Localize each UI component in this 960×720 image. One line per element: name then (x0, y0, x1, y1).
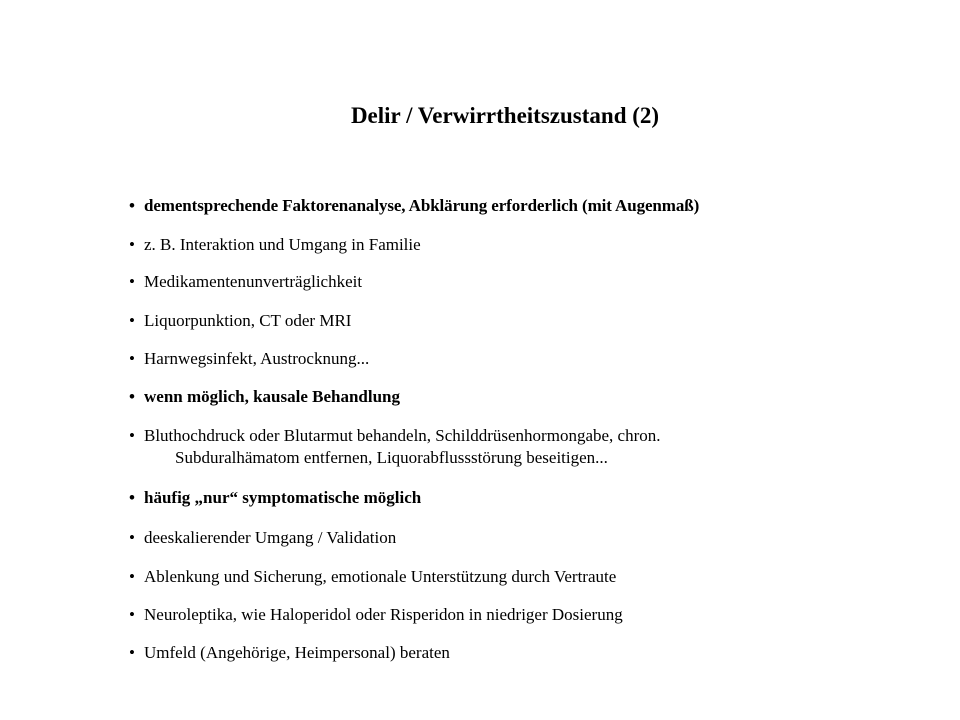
bullet-item (129, 425, 661, 469)
bullet-dot-icon: • (129, 196, 135, 215)
bullet-item (129, 487, 421, 509)
bullet-dot-icon: • (129, 488, 135, 507)
bullet-text: Medikamentenunverträglichkeit (144, 272, 363, 291)
bullet-dot-icon: • (129, 567, 135, 586)
bullet-dot-icon: • (129, 528, 135, 547)
bullet-item (129, 234, 421, 256)
bullet-item (129, 271, 362, 293)
bullet-item (129, 642, 450, 664)
bullet-text: Ablenkung und Sicherung, emotionale Unterstützung durch Vertraute (144, 567, 617, 586)
slide-title: Delir / Verwirrtheitszustand (2) (350, 103, 660, 128)
bullet-dot-icon: • (129, 272, 135, 291)
bullet-text: Harnwegsinfekt, Austrocknung... (144, 349, 370, 368)
bullet-item (129, 310, 351, 332)
bullet-text: dementsprechende Faktorenanalyse, Abklärung erforderlich (mit Augenmaß) (144, 196, 700, 215)
bullet-item (129, 566, 616, 588)
bullet-text: wenn möglich, kausale Behandlung (144, 387, 401, 406)
bullet-item (129, 195, 699, 217)
bullet-dot-icon: • (129, 426, 135, 445)
bullet-text: häufig „nur“ symptomatische möglich (144, 488, 422, 507)
bullet-text: Liquorpunktion, CT oder MRI (144, 311, 352, 330)
bullet-dot-icon: • (129, 643, 135, 662)
bullet-item (129, 604, 623, 626)
bullet-item (129, 348, 369, 370)
bullet-dot-icon: • (129, 387, 135, 406)
bullet-text: deeskalierender Umgang / Validation (144, 528, 397, 547)
bullet-text: Bluthochdruck oder Blutarmut behandeln, Schilddrüsenhormongabe, chron. (144, 426, 661, 445)
bullet-text: Neuroleptika, wie Haloperidol oder Risperidon in niedriger Dosierung (144, 605, 623, 624)
bullet-dot-icon: • (129, 311, 135, 330)
bullet-dot-icon: • (129, 235, 135, 254)
bullet-text: Umfeld (Angehörige, Heimpersonal) beraten (144, 643, 450, 662)
bullet-dot-icon: • (129, 605, 135, 624)
bullet-text: z. B. Interaktion und Umgang in Familie (144, 235, 421, 254)
bullet-item (129, 386, 400, 408)
bullet-dot-icon: • (129, 349, 135, 368)
bullet-item (129, 527, 396, 549)
bullet-continuation-text: Subduralhämatom entfernen, Liquorabflussstörung beseitigen... (175, 448, 608, 467)
